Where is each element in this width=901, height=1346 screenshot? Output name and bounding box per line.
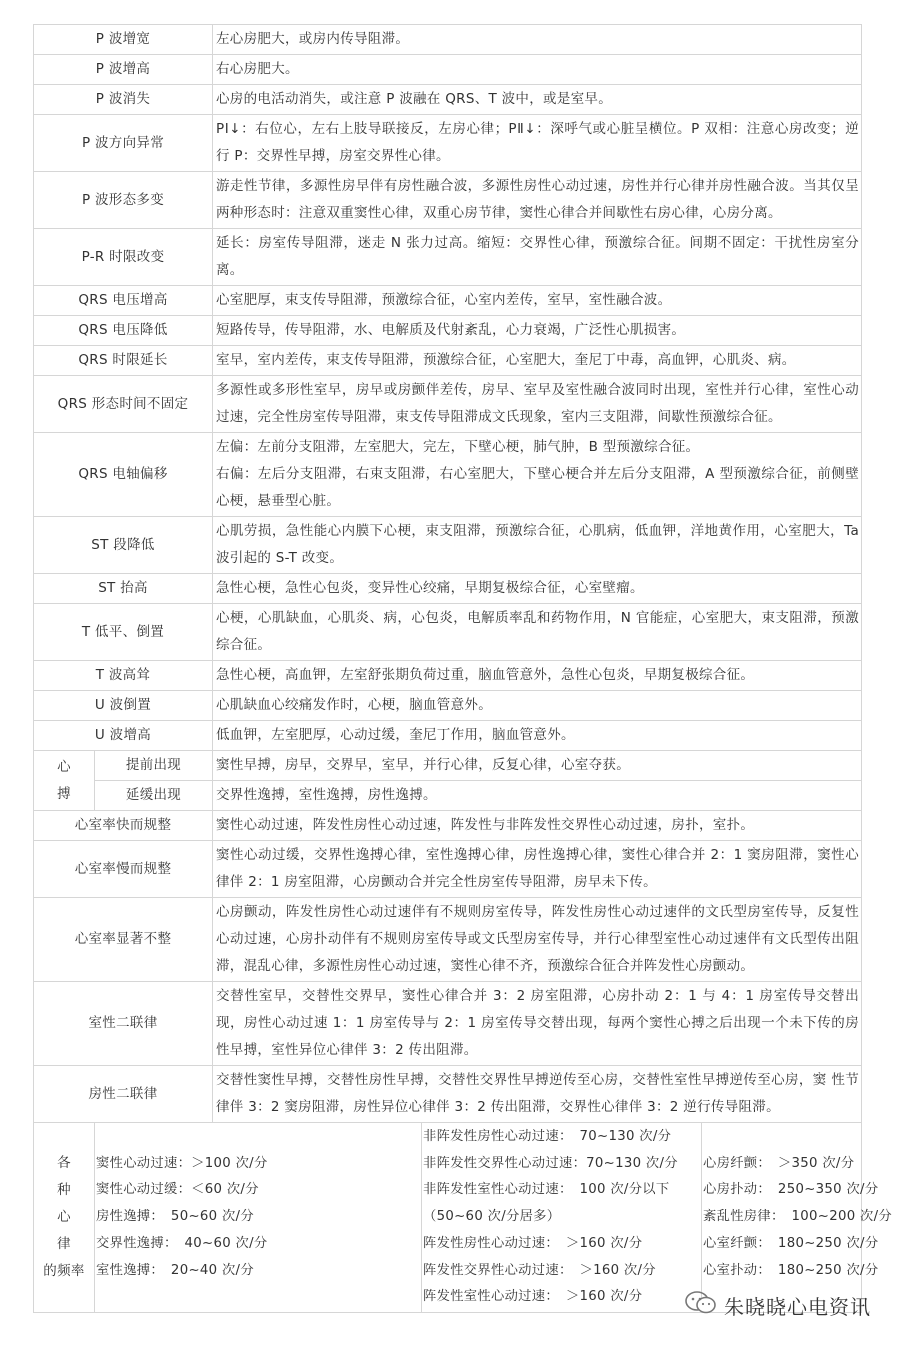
- group-label-char: 律: [57, 1235, 71, 1252]
- group-label-char: 搏: [57, 785, 71, 802]
- freq-item: 阵发性室性心动过速： ＞160 次/分: [423, 1289, 643, 1305]
- row-label: U 波倒置: [34, 691, 213, 721]
- row-desc: 延长：房室传导阻滞，迷走 N 张力过高。缩短：交界性心律，预激综合征。间期不固定：干扰性房室分离。: [213, 229, 862, 286]
- row-desc: 多源性或多形性室早，房早或房颤伴差传，房早、室早及室性融合波同时出现，室性并行心律，室性心动过速，完全性房室传导阻滞，束支传导阻滞成文氏现象，室内三支阻滞，间歇性预激综合征。: [213, 376, 862, 433]
- table-row: [34, 25, 862, 55]
- row-label: 延缓出现: [95, 781, 213, 811]
- row-desc: 交替性室早，交替性交界早，窦性心律合并 3：2 房室阻滞，心房扑动 2：1 与 4：1 房室传导交替出现，房性心动过速 1：1 房室传导与 2：1 房室传导交替出现，每两个窦性心搏之后出现一个未下传的房性早搏，室性异位心律伴 3：2 传出阻滞。: [213, 982, 862, 1066]
- row-desc: PⅠ↓：右位心，左右上肢导联接反，左房心律；PⅡ↓：深呼气或心脏呈横位。P 双相：注意心房改变；逆行 P：交界性早搏，房室交界性心律。: [213, 115, 862, 172]
- freq-item: 阵发性房性心动过速： ＞160 次/分: [423, 1235, 643, 1251]
- row-desc: 窦性心动过速，阵发性房性心动过速，阵发性与非阵发性交界性心动过速，房扑，室扑。: [213, 811, 862, 841]
- row-desc: 心房的电活动消失，或注意 P 波融在 QRS、T 波中，或是室早。: [213, 85, 862, 115]
- table-row: [34, 85, 862, 115]
- freq-item: 窦性心动过速：＞100 次/分: [96, 1155, 268, 1171]
- frequency-col-1: [95, 1123, 422, 1313]
- row-label: T 波高耸: [34, 661, 213, 691]
- group-label-char: 各: [57, 1154, 71, 1171]
- table-row: [34, 574, 862, 604]
- row-label: 提前出现: [95, 751, 213, 781]
- frequency-col-3: [702, 1123, 893, 1313]
- table-row: [34, 172, 862, 229]
- row-desc: 右心房肥大。: [213, 55, 862, 85]
- row-label: QRS 电压增高: [34, 286, 213, 316]
- table-row: [34, 982, 862, 1066]
- row-label: P 波增宽: [34, 25, 213, 55]
- table-row: [34, 433, 862, 517]
- frequency-col-2: [422, 1123, 702, 1313]
- row-desc: 心肌缺血心绞痛发作时，心梗，脑血管意外。: [213, 691, 862, 721]
- table-row: [34, 286, 862, 316]
- freq-item: 室性逸搏： 20~40 次/分: [96, 1262, 254, 1278]
- row-desc: 心肌劳损，急性能心内膜下心梗，束支阻滞，预激综合征，心肌病，低血钾，洋地黄作用，心室肥大，Ta 波引起的 S-T 改变。: [213, 517, 862, 574]
- group-label-char: 心: [57, 758, 71, 775]
- table-row: [34, 691, 862, 721]
- wechat-icon: [684, 1290, 718, 1320]
- table-row: [34, 517, 862, 574]
- table-row: [34, 751, 862, 781]
- table-row: [34, 55, 862, 85]
- table-row: [34, 781, 862, 811]
- row-label: QRS 电轴偏移: [34, 433, 213, 517]
- row-label: QRS 形态时间不固定: [34, 376, 213, 433]
- row-desc: 窦性早搏，房早，交界早，室早，并行心律，反复心律，心室夺获。: [213, 751, 862, 781]
- freq-item: （50~60 次/分居多）: [423, 1209, 561, 1225]
- row-label: T 低平、倒置: [34, 604, 213, 661]
- table-row: [34, 721, 862, 751]
- table-row: [34, 376, 862, 433]
- table-row: [34, 229, 862, 286]
- row-label: 室性二联律: [34, 982, 213, 1066]
- row-desc: 窦性心动过缓，交界性逸搏心律，室性逸搏心律，房性逸搏心律，窦性心律合并 2：1 窦房阻滞，窦性心律伴 2：1 房室阻滞，心房颤动合并完全性房室传导阻滞，房早未下传。: [213, 841, 862, 898]
- row-desc: [213, 433, 862, 517]
- row-label: 心室率快而规整: [34, 811, 213, 841]
- row-desc: 低血钾，左室肥厚，心动过缓，奎尼丁作用，脑血管意外。: [213, 721, 862, 751]
- table-row: [34, 604, 862, 661]
- axis-right-desc: 右偏：左后分支阻滞，右束支阻滞，右心室肥大，下壁心梗合并左后分支阻滞，A 型预激综合征，前侧壁心梗，悬垂型心脏。: [216, 466, 860, 509]
- freq-item: 心房纤颤： ＞350 次/分: [703, 1155, 855, 1171]
- table-row: [34, 841, 862, 898]
- row-desc: 游走性节律，多源性房早伴有房性融合波，多源性房性心动过速，房性并行心律并房性融合波。当其仅呈两种形态时：注意双重窦性心律，双重心房节律，窦性心律合并间歇性右房心律，心房分离。: [213, 172, 862, 229]
- row-desc: 短路传导，传导阻滞，水、电解质及代射紊乱，心力衰竭，广泛性心肌损害。: [213, 316, 862, 346]
- row-desc: 左心房肥大，或房内传导阻滞。: [213, 25, 862, 55]
- table-row: [34, 115, 862, 172]
- row-desc: 心房颤动，阵发性房性心动过速伴有不规则房室传导，阵发性房性心动过速伴的文氏型房室传导，反复性心动过速，心房扑动伴有不规则房室传导或文氏型房室传导，并行心律型室性心动过速伴有文氏型传出阻滞，混乱心律，多源性房性心动过速，窦性心律不齐，预激综合征合并阵发性心房颤动。: [213, 898, 862, 982]
- row-label: QRS 电压降低: [34, 316, 213, 346]
- group-label-char: 的频率: [43, 1262, 85, 1279]
- freq-item: 紊乱性房律： 100~200 次/分: [703, 1209, 893, 1225]
- group-label-char: 种: [57, 1181, 71, 1198]
- watermark-text: 朱晓晓心电资讯: [724, 1294, 871, 1319]
- table-row: [34, 316, 862, 346]
- freq-item: 非阵发性房性心动过速： 70~130 次/分: [423, 1129, 672, 1144]
- freq-item: 交界性逸搏： 40~60 次/分: [96, 1235, 268, 1251]
- freq-item: 阵发性交界性心动过速： ＞160 次/分: [423, 1262, 656, 1278]
- row-desc: 室早，室内差传，束支传导阻滞，预激综合征，心室肥大，奎尼丁中毒，高血钾，心肌炎、病。: [213, 346, 862, 376]
- table-row: [34, 661, 862, 691]
- row-label: P-R 时限改变: [34, 229, 213, 286]
- row-label: QRS 时限延长: [34, 346, 213, 376]
- row-label: 心室率显著不整: [34, 898, 213, 982]
- row-label: ST 段降低: [34, 517, 213, 574]
- freq-item: 窦性心动过缓：＜60 次/分: [96, 1182, 259, 1198]
- table-row: [34, 346, 862, 376]
- freq-item: 房性逸搏： 50~60 次/分: [96, 1209, 254, 1225]
- row-label: P 波形态多变: [34, 172, 213, 229]
- row-desc: 交界性逸搏，室性逸搏，房性逸搏。: [213, 781, 862, 811]
- freq-item: 非阵发性室性心动过速： 100 次/分以下: [423, 1182, 670, 1198]
- freq-item: 非阵发性交界性心动过速：70~130 次/分: [423, 1155, 678, 1171]
- row-desc: 急性心梗，高血钾，左室舒张期负荷过重，脑血管意外，急性心包炎，早期复极综合征。: [213, 661, 862, 691]
- freq-item: 心室扑动： 180~250 次/分: [703, 1262, 879, 1278]
- row-label: P 波消失: [34, 85, 213, 115]
- ecg-reference-table: [33, 24, 893, 1313]
- row-desc: 急性心梗，急性心包炎，变异性心绞痛，早期复极综合征，心室壁瘤。: [213, 574, 862, 604]
- table-row: [34, 1066, 862, 1123]
- heartbeat-group-label: [34, 751, 95, 811]
- frequency-group-label: [34, 1123, 95, 1313]
- row-desc: 交替性窦性早搏，交替性房性早搏，交替性交界性早搏逆传至心房，交替性室性早搏逆传至心房，窦 性节律伴 3：2 窦房阻滞，房性异位心律伴 3：2 传出阻滞，交界性心律伴 3：2 逆行传导阻滞。: [213, 1066, 862, 1123]
- table-row: [34, 898, 862, 982]
- row-desc: 心室肥厚，束支传导阻滞，预激综合征，心室内差传，室早，室性融合波。: [213, 286, 862, 316]
- row-label: P 波方向异常: [34, 115, 213, 172]
- row-label: 房性二联律: [34, 1066, 213, 1123]
- row-label: P 波增高: [34, 55, 213, 85]
- freq-item: 心室纤颤： 180~250 次/分: [703, 1235, 879, 1251]
- freq-item: 心房扑动： 250~350 次/分: [703, 1182, 879, 1198]
- table-row: [34, 811, 862, 841]
- row-label: 心室率慢而规整: [34, 841, 213, 898]
- watermark: [684, 1290, 871, 1320]
- row-label: ST 抬高: [34, 574, 213, 604]
- axis-left-desc: 左偏：左前分支阻滞，左室肥大，完左，下壁心梗，肺气肿，B 型预激综合征。: [216, 439, 700, 455]
- group-label-char: 心: [57, 1208, 71, 1225]
- row-desc: 心梗，心肌缺血，心肌炎、病，心包炎，电解质率乱和药物作用，N 官能症，心室肥大，束支阻滞，预激综合征。: [213, 604, 862, 661]
- frequency-row: [34, 1123, 862, 1313]
- row-label: U 波增高: [34, 721, 213, 751]
